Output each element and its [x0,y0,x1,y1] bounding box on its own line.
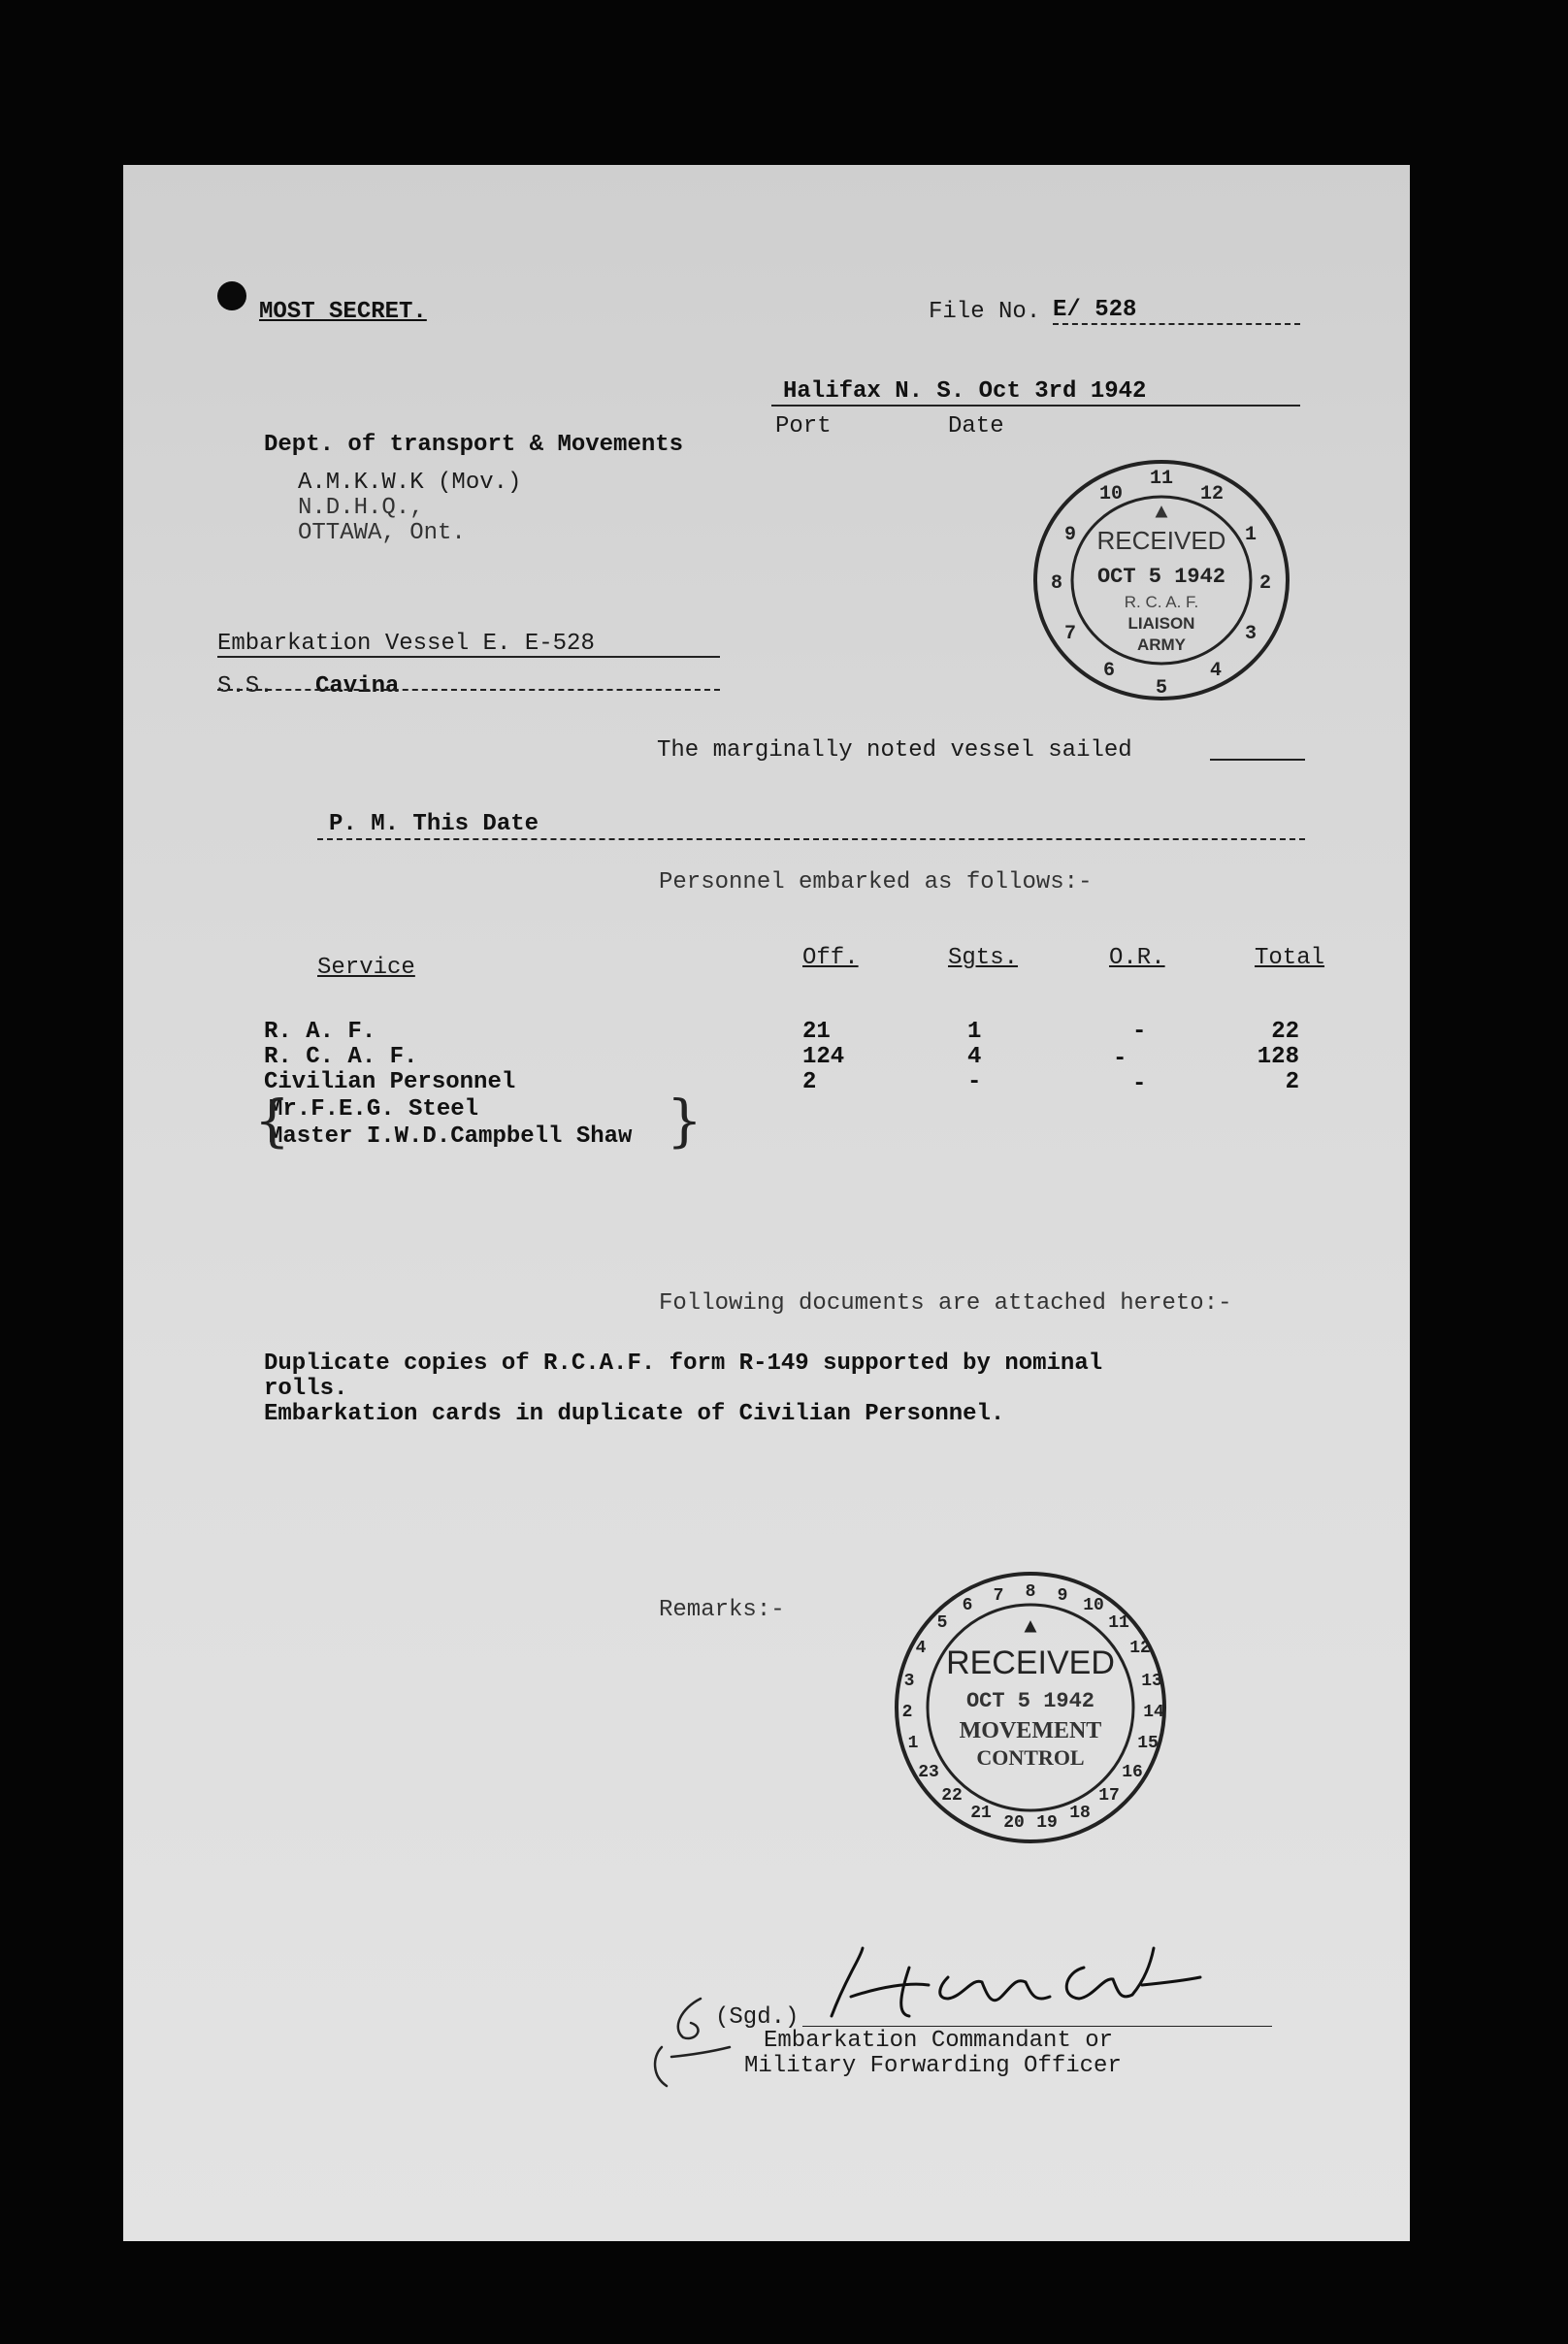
svg-text:12: 12 [1129,1639,1151,1658]
svg-text:1: 1 [1244,524,1258,546]
svg-text:1: 1 [907,1734,919,1753]
svg-text:17: 17 [1098,1786,1120,1806]
svg-text:5: 5 [936,1613,948,1633]
stamp2-line3: MOVEMENT [959,1718,1102,1743]
stamp2-line1: RECEIVED [946,1644,1115,1681]
document-item2: Embarkation cards in duplicate of Civilian Personnel. [264,1401,1005,1427]
svg-text:19: 19 [1036,1813,1058,1833]
document-item1b: rolls. [264,1376,348,1402]
row-off: 21 [802,1019,831,1045]
civilian-name: Mr.F.E.G. Steel [269,1096,479,1123]
svg-text:18: 18 [1069,1804,1091,1823]
row-total: 128 [1257,1044,1299,1070]
vessel-prefix: S.S. [217,673,274,700]
port-date: Halifax N. S. Oct 3rd 1942 [783,378,1147,405]
vessel-rule2 [217,689,720,691]
row-or: - [1113,1046,1127,1072]
svg-text:10: 10 [1098,483,1124,505]
stamp1-line1: RECEIVED [1096,526,1226,555]
svg-text:8: 8 [1025,1582,1036,1602]
row-sgts: 1 [967,1019,982,1045]
documents-intro: Following documents are attached hereto:- [659,1290,1232,1317]
vessel-line1: Embarkation Vessel E. E-528 [217,631,595,657]
punch-hole [217,281,246,310]
addressee-line3: N.D.H.Q., [298,495,424,521]
svg-text:5: 5 [1155,677,1168,700]
svg-text:▲: ▲ [1155,501,1168,525]
svg-text:13: 13 [1141,1672,1162,1691]
row-sgts: 4 [967,1044,982,1070]
addressee-line1: Dept. of transport & Movements [264,432,684,458]
date-caption: Date [948,413,1004,440]
received-stamp-liaison [1026,454,1297,706]
col-header-sgts: Sgts. [948,945,1019,971]
col-header-or: O.R. [1109,945,1165,971]
svg-text:9: 9 [1063,524,1077,546]
svg-text:7: 7 [993,1586,1004,1606]
col-header-service: Service [317,955,415,981]
sailed-text: The marginally noted vessel sailed [657,737,1132,764]
svg-text:12: 12 [1199,483,1225,505]
svg-text:11: 11 [1108,1613,1129,1633]
svg-text:11: 11 [1149,468,1174,490]
stamp1-line4: LIAISON [1127,614,1195,633]
signatory-title1: Embarkation Commandant or [764,2028,1114,2054]
svg-text:10: 10 [1083,1596,1104,1615]
svg-text:20: 20 [1003,1813,1025,1833]
civilian-brace-right: } [667,1088,702,1154]
svg-text:4: 4 [1209,660,1223,682]
row-or: - [1132,1071,1147,1097]
stamp2-line2: OCT 5 1942 [965,1689,1095,1713]
when-rule [317,838,1305,840]
personnel-intro: Personnel embarked as follows:- [659,869,1093,895]
addressee-line4: OTTAWA, Ont. [298,520,466,546]
vessel-rule1 [217,656,720,658]
file-no-value: E/ 528 [1053,297,1137,323]
svg-text:14: 14 [1143,1703,1164,1722]
file-no-label: File No. [929,299,1041,325]
svg-text:23: 23 [918,1763,939,1782]
stamp1-line5: ARMY [1136,635,1187,654]
civilian-name: Master I.W.D.Campbell Shaw [269,1123,633,1150]
row-off: 2 [802,1069,817,1095]
svg-text:6: 6 [962,1596,973,1615]
svg-text:3: 3 [903,1672,915,1691]
civilian-brace-left: { [254,1088,290,1154]
svg-text:2: 2 [1258,572,1272,595]
col-header-total: Total [1255,945,1325,971]
row-or: - [1132,1019,1147,1045]
row-sgts: - [967,1069,982,1095]
svg-text:15: 15 [1137,1734,1159,1753]
signatory-title2: Military Forwarding Officer [744,2053,1122,2079]
sailed-rule [1210,759,1305,761]
document-item1a: Duplicate copies of R.C.A.F. form R-149 supported by nominal [264,1351,1103,1377]
stamp1-line3: R. C. A. F. [1124,593,1199,611]
remarks-label: Remarks:- [659,1597,785,1623]
svg-text:9: 9 [1057,1586,1068,1606]
svg-text:▲: ▲ [1024,1615,1037,1640]
handwritten-initials [633,1989,739,2096]
row-off: 124 [802,1044,845,1070]
file-no-rule [1053,323,1300,325]
svg-text:6: 6 [1102,660,1116,682]
stamp2-line4: CONTROL [976,1745,1085,1770]
svg-text:22: 22 [941,1786,963,1806]
received-stamp-movement-control [890,1567,1171,1848]
handwritten-signature [802,1938,1268,2035]
svg-text:4: 4 [915,1639,927,1658]
row-total: 22 [1271,1019,1299,1045]
svg-text:16: 16 [1122,1763,1143,1782]
row-total: 2 [1285,1069,1299,1095]
addressee-line2: A.M.K.W.K (Mov.) [298,470,522,496]
row-service: Civilian Personnel [264,1069,516,1095]
row-service: R. C. A. F. [264,1044,418,1070]
col-header-off: Off. [802,945,859,971]
svg-text:2: 2 [901,1703,913,1722]
svg-text:3: 3 [1244,623,1258,645]
document-page [123,165,1410,2241]
row-service: R. A. F. [264,1019,376,1045]
sailed-when: P. M. This Date [329,811,539,837]
port-date-rule [771,405,1300,407]
sgd-label: (Sgd.) [715,2004,800,2031]
vessel-name: Cavina [315,673,400,700]
stamp1-line2: OCT 5 1942 [1096,565,1226,589]
svg-text:7: 7 [1063,623,1077,645]
svg-text:8: 8 [1050,572,1063,595]
svg-text:21: 21 [970,1804,992,1823]
classification: MOST SECRET. [259,299,427,325]
port-caption: Port [775,413,832,440]
